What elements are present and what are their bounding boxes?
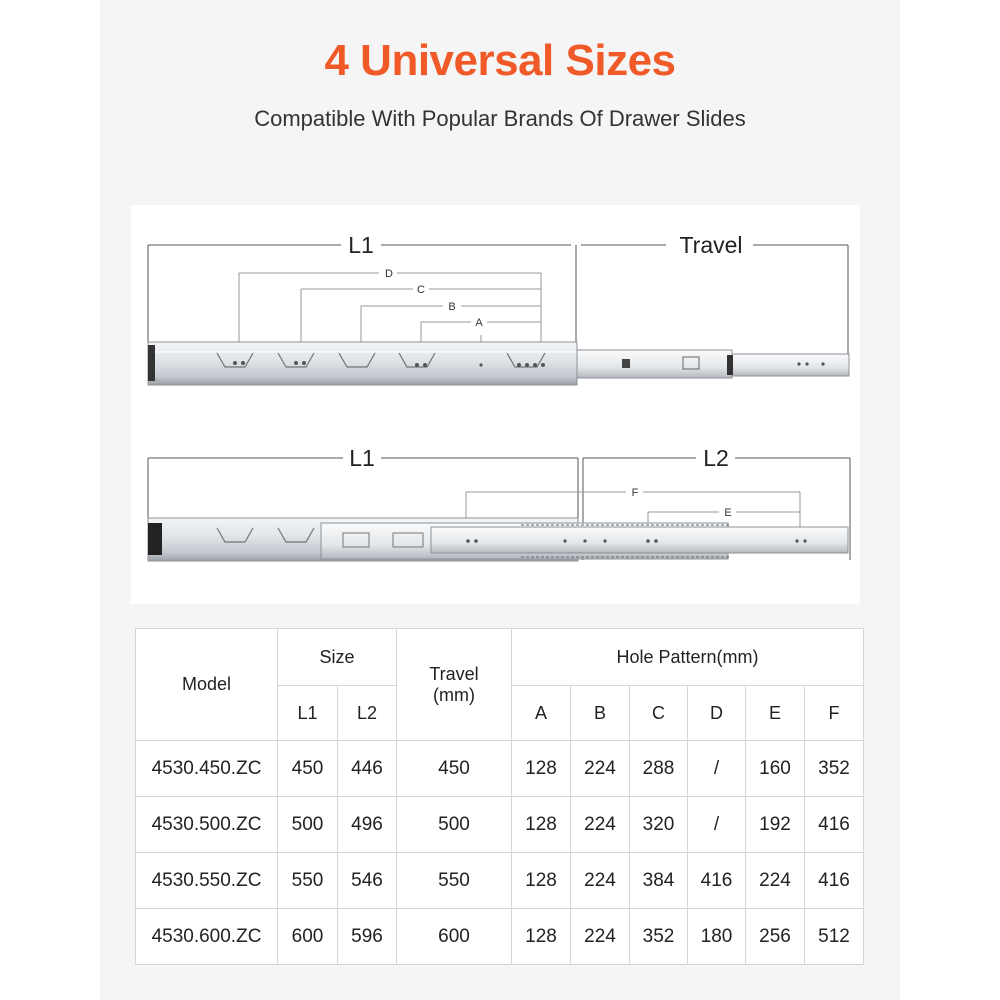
cell-travel: 450 [397,741,512,797]
cell-b: 224 [571,853,630,909]
header-d: D [688,686,746,741]
cell-l2: 546 [338,853,397,909]
cell-f: 512 [805,909,864,965]
header-a: A [512,686,571,741]
bottom-l2-label: L2 [703,445,729,471]
dim-a-label: A [475,317,483,329]
cell-travel: 550 [397,853,512,909]
cell-a: 128 [512,741,571,797]
header-l1: L1 [278,686,338,741]
cell-f: 416 [805,797,864,853]
cell-l1: 600 [278,909,338,965]
bottom-l1-label: L1 [349,445,375,471]
header-b: B [571,686,630,741]
page-title: 4 Universal Sizes [324,36,676,85]
cell-travel: 600 [397,909,512,965]
cell-model: 4530.500.ZC [136,797,278,853]
slide-diagram-drawing [131,205,860,604]
cell-l1: 500 [278,797,338,853]
cell-l1: 550 [278,853,338,909]
table-row [136,741,864,797]
cell-model: 4530.450.ZC [136,741,278,797]
header-e: E [746,686,805,741]
cell-d: 180 [688,909,746,965]
cell-l1: 450 [278,741,338,797]
bottom-slide [148,445,850,561]
cell-d: / [688,797,746,853]
cell-l2: 596 [338,909,397,965]
top-slide [148,232,849,385]
cell-l2: 446 [338,741,397,797]
table-row [136,797,864,853]
table-row [136,909,864,965]
cell-b: 224 [571,909,630,965]
cell-c: 384 [630,853,688,909]
cell-l2: 496 [338,797,397,853]
cell-c: 320 [630,797,688,853]
page-subtitle: Compatible With Popular Brands Of Drawer Slides [254,106,746,131]
header-travel-line1: Travel [429,663,479,684]
header-model: Model [136,629,278,741]
header-f: F [805,686,864,741]
slide-diagram [131,205,860,604]
spec-table [135,628,864,965]
cell-d: / [688,741,746,797]
dim-f-label: F [631,487,639,499]
cell-a: 128 [512,853,571,909]
header-l2: L2 [338,686,397,741]
dim-c-label: C [417,284,425,296]
cell-model: 4530.600.ZC [136,909,278,965]
cell-travel: 500 [397,797,512,853]
cell-b: 224 [571,741,630,797]
header-travel-line2: (mm) [433,684,475,705]
header-hole-pattern: Hole Pattern(mm) [512,629,864,686]
cell-e: 224 [746,853,805,909]
cell-d: 416 [688,853,746,909]
top-travel-label: Travel [679,232,743,258]
table-row [136,853,864,909]
cell-f: 352 [805,741,864,797]
dim-e-label: E [724,507,732,519]
top-l1-label: L1 [348,232,374,258]
cell-c: 288 [630,741,688,797]
cell-a: 128 [512,797,571,853]
cell-e: 256 [746,909,805,965]
cell-e: 160 [746,741,805,797]
header-c: C [630,686,688,741]
cell-a: 128 [512,909,571,965]
table-header-row [136,629,864,686]
cell-e: 192 [746,797,805,853]
header-size: Size [278,629,397,686]
dim-b-label: B [448,301,456,313]
header-travel [397,629,512,741]
cell-b: 224 [571,797,630,853]
dim-d-label: D [385,268,393,280]
cell-f: 416 [805,853,864,909]
cell-model: 4530.550.ZC [136,853,278,909]
cell-c: 352 [630,909,688,965]
